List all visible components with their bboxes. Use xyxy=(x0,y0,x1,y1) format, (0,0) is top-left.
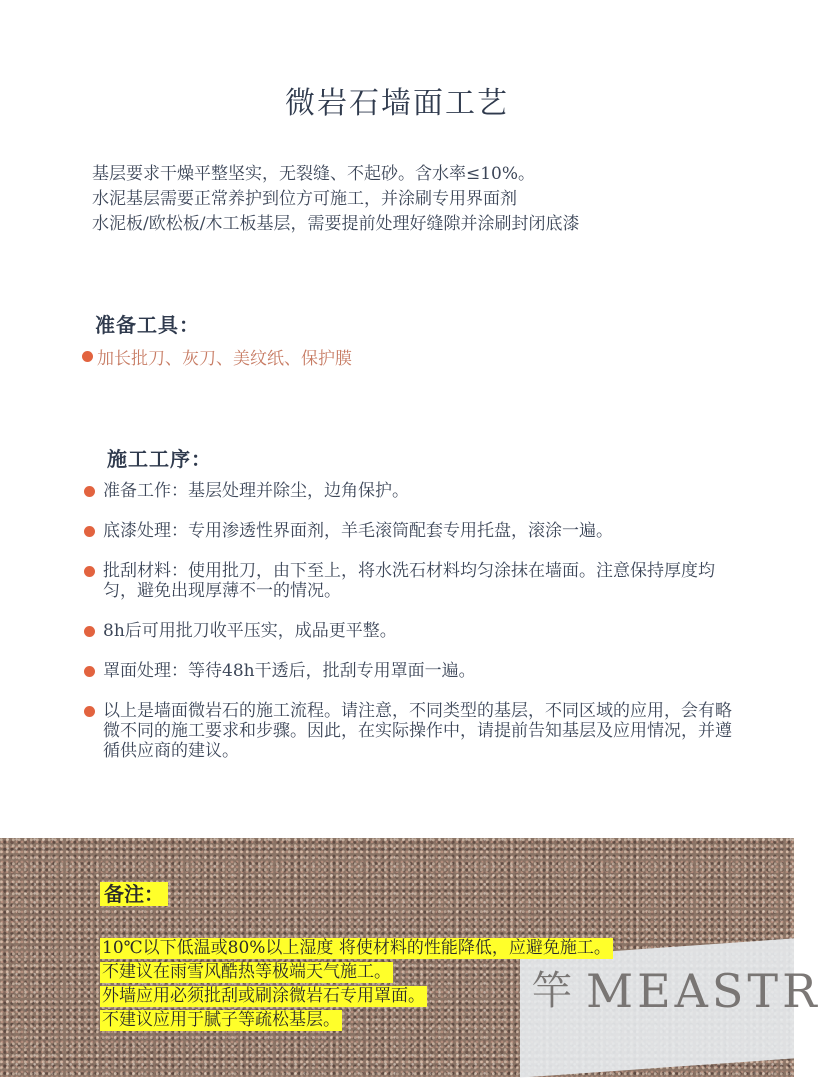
bullet-dot-icon xyxy=(84,566,95,577)
steps-heading: 施工工序： xyxy=(107,447,212,471)
notes-banner xyxy=(0,838,821,1077)
intro-line: 基层要求干燥平整坚实，无裂缝、不起砂。含水率≤10%。 xyxy=(92,164,536,184)
tools-heading: 准备工具： xyxy=(95,313,200,337)
steps-list xyxy=(84,481,744,781)
intro-line: 水泥板/欧松板/木工板基层，需要提前处理好缝隙并涂刷封闭底漆 xyxy=(92,214,580,234)
step-item xyxy=(84,661,744,681)
notes-heading: 备注： xyxy=(100,882,168,906)
bullet-dot-icon xyxy=(84,526,95,537)
step-item xyxy=(84,621,744,641)
step-text: 底漆处理：专用渗透性界面剂，羊毛滚筒配套专用托盘，滚涂一遍。 xyxy=(103,521,613,541)
notes-list xyxy=(100,938,613,1034)
step-text: 罩面处理：等待48h干透后，批刮专用罩面一遍。 xyxy=(103,661,476,681)
note-line: 不建议应用于腻子等疏松基层。 xyxy=(102,1010,340,1030)
step-text: 8h后可用批刀收平压实，成品更平整。 xyxy=(103,621,397,641)
bullet-dot-icon xyxy=(84,706,95,717)
step-item xyxy=(84,521,744,541)
step-text: 以上是墙面微岩石的施工流程。请注意，不同类型的基层，不同区域的应用，会有略微不同的施工要求和步骤。因此，在实际操作中，请提前告知基层及应用情况，并遵循供应商的建议。 xyxy=(103,701,732,761)
bullet-dot-icon xyxy=(84,486,95,497)
intro-line: 水泥基层需要正常养护到位方可施工，并涂刷专用界面剂 xyxy=(92,189,517,209)
note-line: 外墙应用必须批刮或刷涂微岩石专用罩面。 xyxy=(102,986,425,1006)
bullet-dot-icon xyxy=(84,666,95,677)
note-line: 不建议在雨雪风酷热等极端天气施工。 xyxy=(102,962,391,982)
note-line: 10℃以下低温或80%以上湿度 将使材料的性能降低，应避免施工。 xyxy=(102,938,611,958)
step-item xyxy=(84,481,744,501)
step-text: 批刮材料：使用批刀，由下至上，将水洗石材料均匀涂抹在墙面。注意保持厚度均匀，避免出现厚薄不一的情况。 xyxy=(103,561,715,601)
step-item xyxy=(84,701,744,761)
brand-text: MEASTR xyxy=(586,964,821,1018)
bullet-dot-icon xyxy=(82,351,93,362)
step-text: 准备工作：基层处理并除尘，边角保护。 xyxy=(103,481,409,501)
page-title: 微岩石墙面工艺 xyxy=(285,86,509,121)
tools-item-text: 加长批刀、灰刀、美纹纸、保护膜 xyxy=(97,349,352,369)
brand-mark-icon: 竿 xyxy=(532,968,572,1014)
step-item xyxy=(84,561,744,601)
tools-list-item xyxy=(82,344,352,369)
intro-paragraph xyxy=(92,162,579,237)
bullet-dot-icon xyxy=(84,626,95,637)
